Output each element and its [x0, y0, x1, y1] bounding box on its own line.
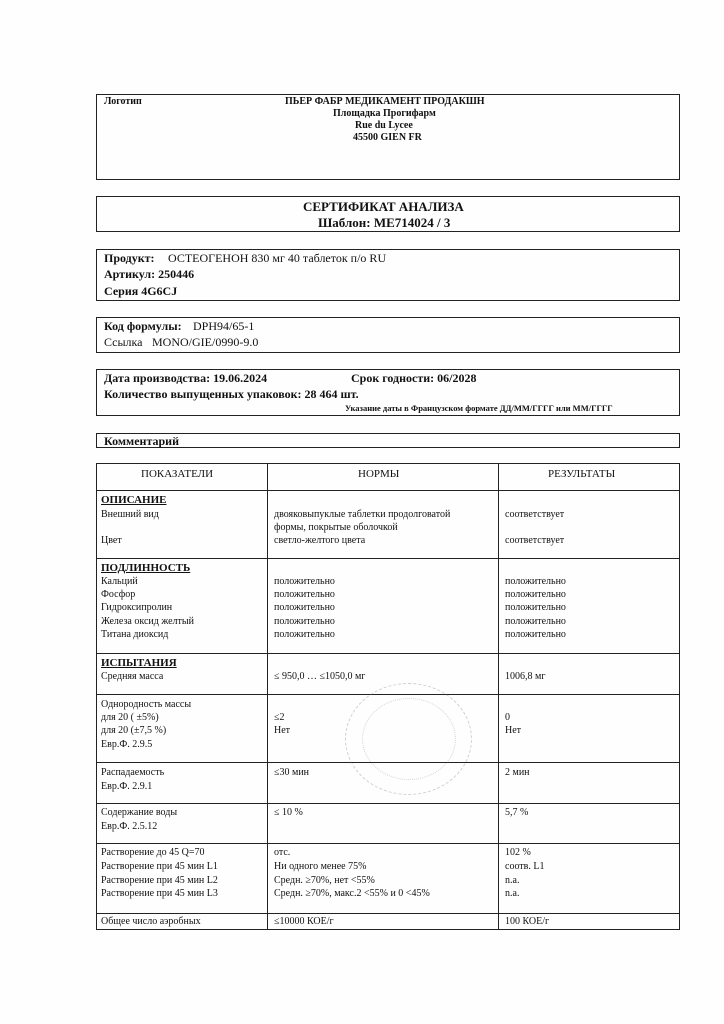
date-format-note: Указание даты в Французском формате ДД/ММ/ГГГГ или ММ/ГГГГ — [345, 403, 613, 413]
row-line-identity — [96, 653, 680, 654]
production-date: Дата производства: 19.06.2024 — [104, 371, 268, 385]
identity-item-result: положительно — [505, 616, 566, 627]
product-label: Продукт: — [104, 251, 155, 265]
row-line-disintegration — [96, 803, 680, 804]
description-color: Цвет — [101, 535, 122, 546]
company-street: Rue du Lycee — [355, 120, 413, 131]
tests-title: ИСПЫТАНИЯ — [101, 657, 177, 669]
certificate-title: СЕРТИФИКАТ АНАЛИЗА — [303, 199, 464, 214]
dissolution-norm: Средн. ≥70%, макс.2 <55% и 0 <45% — [274, 888, 430, 899]
uniformity-title: Однородность массы — [101, 699, 192, 710]
table-col-divider-2 — [498, 463, 499, 930]
formula-code-value: DPH94/65-1 — [193, 319, 255, 333]
identity-item-name: Железа оксид желтый — [101, 616, 194, 627]
logo-label: Логотип — [104, 96, 142, 107]
identity-item-norm: положительно — [274, 629, 335, 640]
identity-item-name: Фосфор — [101, 589, 136, 600]
water-ref: Евр.Ф. 2.5.12 — [101, 821, 158, 832]
identity-item-result: положительно — [505, 589, 566, 600]
dissolution-name: Растворение при 45 мин L2 — [101, 875, 218, 886]
identity-item-name: Титана диоксид — [101, 629, 169, 640]
description-appearance: Внешний вид — [101, 509, 159, 520]
formula-ref-value: MONO/GIE/0990-9.0 — [152, 335, 259, 349]
header-results: РЕЗУЛЬТАТЫ — [548, 468, 616, 480]
company-name: ПЬЕР ФАБР МЕДИКАМЕНТ ПРОДАКШН — [285, 96, 485, 107]
header-indicators: ПОКАЗАТЕЛИ — [141, 468, 214, 480]
average-mass-label: Средняя масса — [101, 671, 164, 682]
table-col-divider-1 — [267, 463, 268, 930]
water-title: Содержание воды — [101, 807, 178, 818]
uniformity-result1: 0 — [505, 712, 510, 723]
water-result: 5,7 % — [505, 807, 529, 818]
dissolution-result: 102 % — [505, 847, 531, 858]
identity-item-result: положительно — [505, 576, 566, 587]
identity-item-result: положительно — [505, 629, 566, 640]
comment-box — [96, 433, 680, 448]
identity-item-result: положительно — [505, 602, 566, 613]
company-city: 45500 GIEN FR — [353, 132, 422, 143]
description-result-appearance: соответствует — [505, 509, 565, 520]
certificate-template: Шаблон: МЕ714024 / 3 — [318, 215, 451, 230]
uniformity-ref: Евр.Ф. 2.9.5 — [101, 739, 153, 750]
formula-ref-label: Ссылка — [104, 335, 143, 349]
row-line-description — [96, 558, 680, 559]
identity-item-norm: положительно — [274, 589, 335, 600]
description-title: ОПИСАНИЕ — [101, 494, 167, 506]
dissolution-name: Растворение при 45 мин L3 — [101, 888, 218, 899]
row-line-dissolution — [96, 913, 680, 914]
identity-item-norm: положительно — [274, 576, 335, 587]
header-norms: НОРМЫ — [358, 468, 400, 480]
product-article: Артикул: 250446 — [104, 267, 195, 281]
formula-code-label: Код формулы: — [104, 319, 182, 333]
product-series: Серия 4G6CJ — [104, 284, 178, 298]
disintegration-ref: Евр.Ф. 2.9.1 — [101, 781, 153, 792]
uniformity-norm2: Нет — [274, 725, 291, 736]
disintegration-result: 2 мин — [505, 767, 530, 778]
released-quantity: Количество выпущенных упаковок: 28 464 шт. — [104, 387, 359, 401]
row-line-water — [96, 843, 680, 844]
disintegration-title: Распадаемость — [101, 767, 165, 778]
water-norm: ≤ 10 % — [274, 807, 303, 818]
dissolution-result: n.a. — [505, 875, 520, 886]
description-norm-line1: двояковыпуклые таблетки продолговатой — [274, 509, 451, 520]
identity-item-norm: положительно — [274, 616, 335, 627]
identity-item-name: Кальций — [101, 576, 138, 587]
product-value: ОСТЕОГЕНОН 830 мг 40 таблеток п/о RU — [168, 251, 387, 265]
dissolution-name: Растворение до 45 Q=70 — [101, 847, 205, 858]
dissolution-norm: Средн. ≥70%, нет <55% — [274, 875, 375, 886]
aerobic-result: 100 КОЕ/г — [505, 916, 550, 927]
uniformity-line1: для 20 ( ±5%) — [101, 712, 159, 723]
company-site: Площадка Прогифарм — [333, 108, 436, 119]
identity-item-norm: положительно — [274, 602, 335, 613]
identity-title: ПОДЛИННОСТЬ — [101, 562, 191, 574]
aerobic-name: Общее число аэробных — [101, 916, 201, 927]
aerobic-norm: ≤10000 КОЕ/г — [274, 916, 334, 927]
dissolution-norm: Ни одного менее 75% — [274, 861, 367, 872]
dissolution-result: n.a. — [505, 888, 520, 899]
uniformity-line2: для 20 (±7,5 %) — [101, 725, 167, 736]
description-norm-line2: формы, покрытые оболочкой — [274, 522, 398, 533]
faint-stamp-inner-ring — [362, 698, 456, 780]
row-line-header — [96, 490, 680, 491]
description-result-color: соответствует — [505, 535, 565, 546]
expiry-date: Срок годности: 06/2028 — [351, 371, 477, 385]
average-mass-norm: ≤ 950,0 … ≤1050,0 мг — [274, 671, 366, 682]
average-mass-result: 1006,8 мг — [505, 671, 546, 682]
uniformity-result2: Нет — [505, 725, 522, 736]
disintegration-norm: ≤30 мин — [274, 767, 310, 778]
identity-item-name: Гидроксипролин — [101, 602, 173, 613]
dissolution-result: соотв. L1 — [505, 861, 545, 872]
description-norm-line3: светло-желтого цвета — [274, 535, 366, 546]
comment-label: Комментарий — [104, 434, 180, 448]
uniformity-norm1: ≤2 — [274, 712, 285, 723]
dissolution-norm: отс. — [274, 847, 291, 858]
dissolution-name: Растворение при 45 мин L1 — [101, 861, 218, 872]
